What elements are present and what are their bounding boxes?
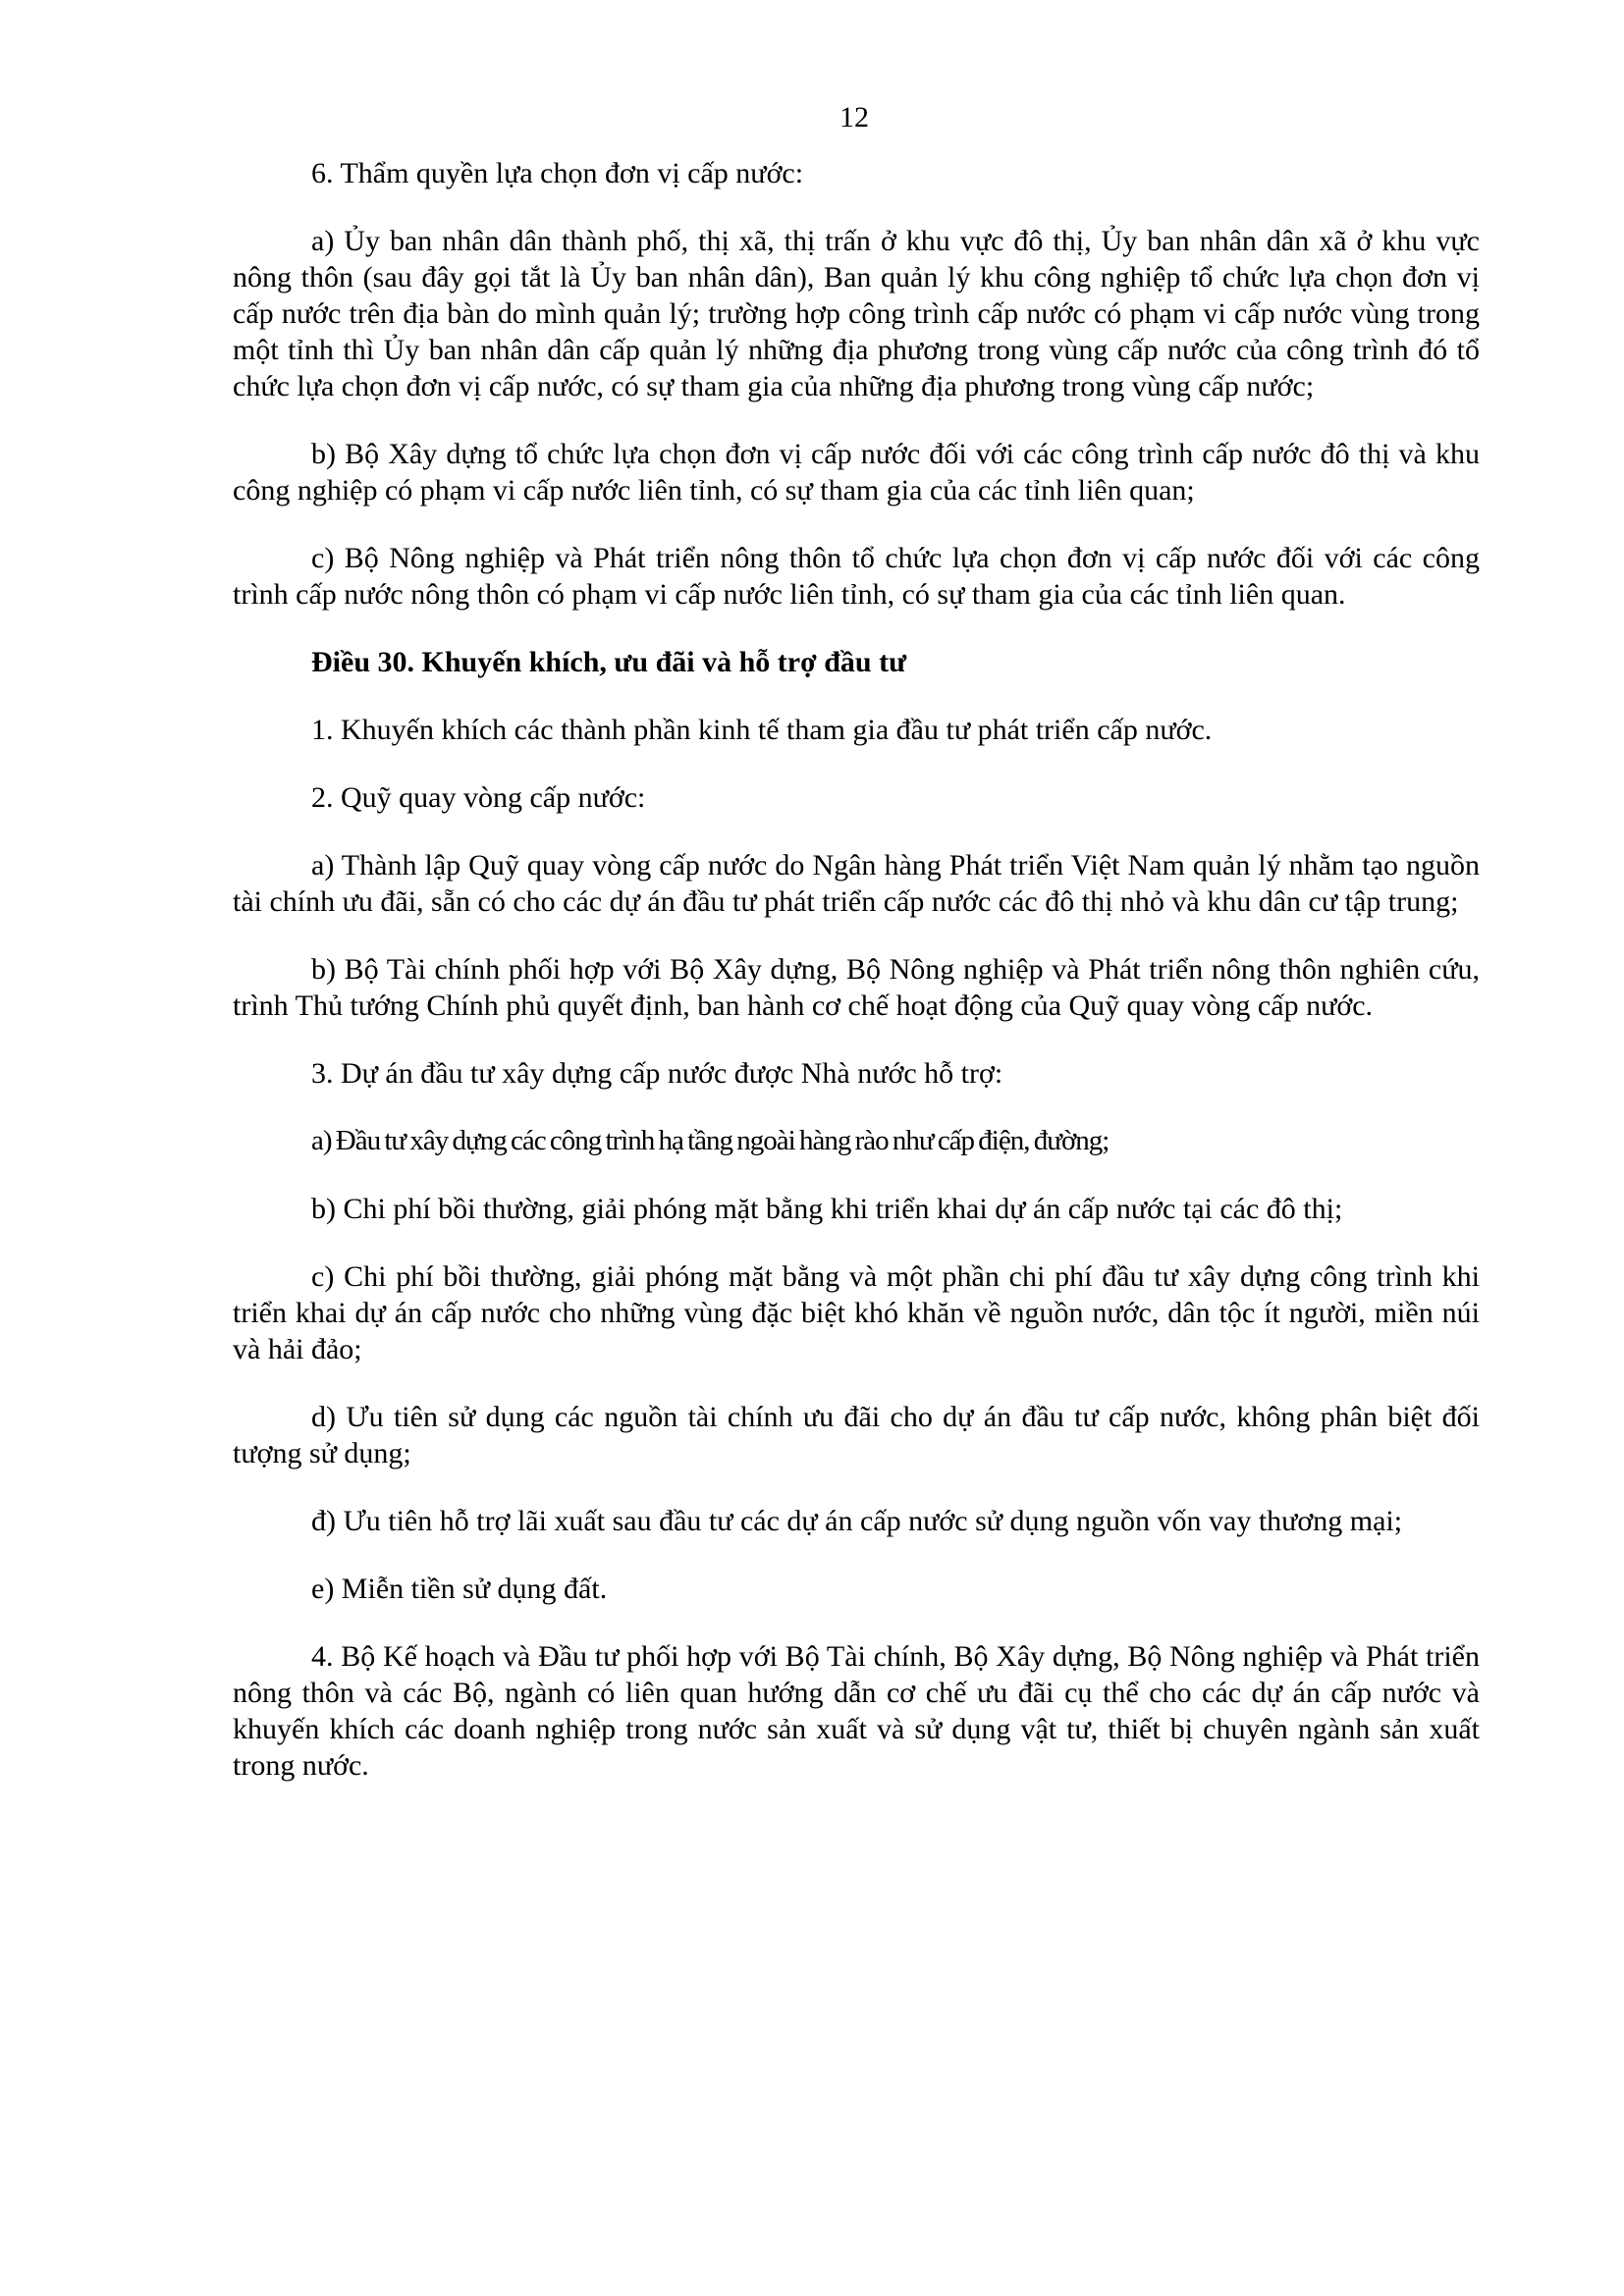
clause-2a: a) Thành lập Quỹ quay vòng cấp nước do Ngân hàng Phát triển Việt Nam quản lý nhằm tạo nguồn tài chính ưu đãi, sẵn có cho các dự án đầu tư phát triển cấp nước các đô thị nhỏ và khu dân cư tập trung; [233, 849, 1480, 918]
clause-4: 4. Bộ Kế hoạch và Đầu tư phối hợp với Bộ Tài chính, Bộ Xây dựng, Bộ Nông nghiệp và Phát triển nông thôn và các Bộ, ngành có liên quan hướng dẫn cơ chế ưu đãi cụ thể cho các dự án cấp nước và khuyến khích các doanh nghiệp trong nước sản xuất và sử dụng vật tư, thiết bị chuyên ngành sản xuất trong nước. [233, 1640, 1480, 1782]
page-number: 12 [839, 101, 869, 133]
document-body [233, 155, 1480, 1815]
clause-2-title: 2. Quỹ quay vòng cấp nước: [311, 781, 646, 814]
clause-6-title: 6. Thẩm quyền lựa chọn đơn vị cấp nước: [311, 157, 804, 189]
clause-3a: a) Đầu tư xây dựng các công trình hạ tầng ngoài hàng rào như cấp điện, đường; [311, 1125, 1110, 1156]
clause-3-title: 3. Dự án đầu tư xây dựng cấp nước được Nhà nước hỗ trợ: [311, 1057, 1003, 1090]
clause-3e: e) Miễn tiền sử dụng đất. [311, 1573, 608, 1605]
clause-1: 1. Khuyến khích các thành phần kinh tế tham gia đầu tư phát triển cấp nước. [311, 714, 1213, 746]
clause-3dd: đ) Ưu tiên hỗ trợ lãi xuất sau đầu tư các dự án cấp nước sử dụng nguồn vốn vay thương mại; [311, 1505, 1403, 1537]
article-30-heading: Điều 30. Khuyến khích, ưu đãi và hỗ trợ đầu tư [311, 646, 907, 678]
clause-6c: c) Bộ Nông nghiệp và Phát triển nông thôn tổ chức lựa chọn đơn vị cấp nước đối với các công trình cấp nước nông thôn có phạm vi cấp nước liên tỉnh, có sự tham gia của các tỉnh liên quan. [233, 542, 1480, 611]
clause-3b: b) Chi phí bồi thường, giải phóng mặt bằng khi triển khai dự án cấp nước tại các đô thị; [311, 1193, 1343, 1225]
clause-6a: a) Ủy ban nhân dân thành phố, thị xã, thị trấn ở khu vực đô thị, Ủy ban nhân dân xã ở khu vực nông thôn (sau đây gọi tắt là Ủy ban nhân dân), Ban quản lý khu công nghiệp tổ chức lựa chọn đơn vị cấp nước trên địa bàn do mình quản lý; trường hợp công trình cấp nước có phạm vi cấp nước vùng trong một tỉnh thì Ủy ban nhân dân cấp quản lý những địa phương trong vùng cấp nước của công trình đó tổ chức lựa chọn đơn vị cấp nước, có sự tham gia của những địa phương trong vùng cấp nước; [233, 225, 1480, 402]
clause-2b: b) Bộ Tài chính phối hợp với Bộ Xây dựng, Bộ Nông nghiệp và Phát triển nông thôn nghiên cứu, trình Thủ tướng Chính phủ quyết định, ban hành cơ chế hoạt động của Quỹ quay vòng cấp nước. [233, 953, 1480, 1022]
clause-3c: c) Chi phí bồi thường, giải phóng mặt bằng và một phần chi phí đầu tư xây dựng công trình khi triển khai dự án cấp nước cho những vùng đặc biệt khó khăn về nguồn nước, dân tộc ít người, miền núi và hải đảo; [233, 1260, 1480, 1365]
clause-3d: d) Ưu tiên sử dụng các nguồn tài chính ưu đãi cho dự án đầu tư cấp nước, không phân biệt đối tượng sử dụng; [233, 1401, 1480, 1469]
clause-6b: b) Bộ Xây dựng tổ chức lựa chọn đơn vị cấp nước đối với các công trình cấp nước đô thị và khu công nghiệp có phạm vi cấp nước liên tỉnh, có sự tham gia của các tỉnh liên quan; [233, 438, 1480, 507]
